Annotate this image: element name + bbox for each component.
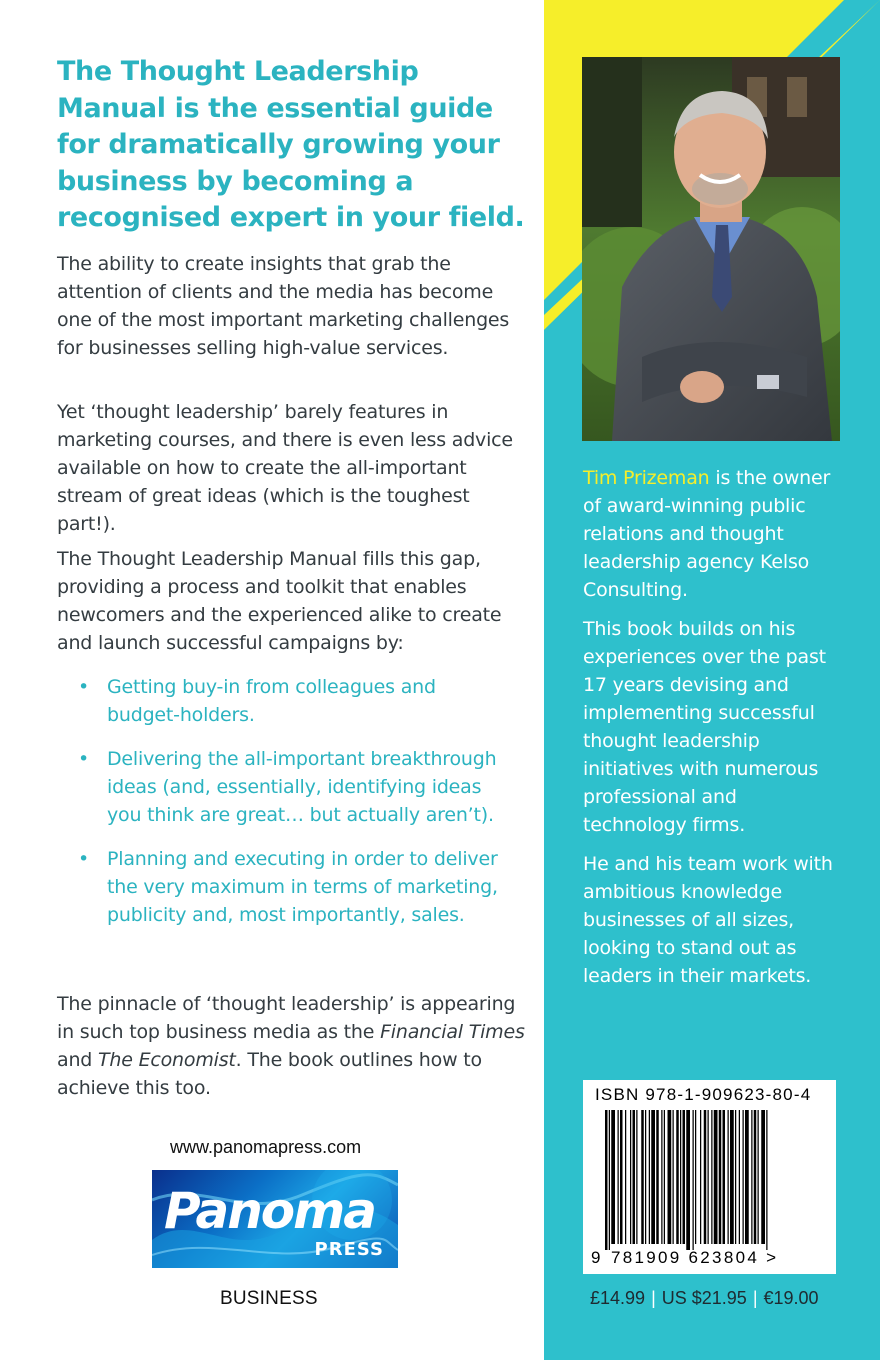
barcode-bar [708,1110,709,1244]
barcode-bar [683,1110,686,1244]
author-bio-intro [583,464,843,604]
barcode-bar [611,1110,615,1244]
author-bio-text: is the owner of award-winning public relations and thought leadership agency Kelso Consulting. [583,467,831,601]
barcode-bar [695,1110,696,1244]
publisher-url[interactable]: www.panomapress.com [170,1137,362,1157]
barcode-bar [723,1110,726,1244]
bullet-item: • Delivering the all-important breakthrough ideas (and, essentially, identifying ideas you think are great… but actually aren’t). [78,745,498,829]
logo-press-text: PRESS [314,1239,384,1260]
paragraph-solution: The Thought Leadership Manual fills this gap, providing a process and toolkit that enables newcomers and the experienced alike to create and launch successful campaigns by: [57,548,502,654]
barcode-bar [680,1110,681,1244]
price-usd: US $21.95 [661,1288,747,1308]
panoma-press-logo [152,1170,398,1268]
price-gbp: £14.99 [590,1288,646,1308]
bullet-item: • Planning and executing in order to deliver the very maximum in terms of marketing, publicity and, most importantly, sales. [78,845,498,929]
book-category: BUSINESS [220,1288,318,1309]
barcode-bar [704,1110,707,1244]
barcode-bar [714,1110,718,1244]
barcode-bar [656,1110,659,1244]
author-bio-experience: This book builds on his experiences over the past 17 years devising and implementing successful thought leadership initiatives with numerous professional and technology firms. [583,618,826,836]
closing-text: and [57,1049,98,1071]
barcode-bar [700,1110,701,1244]
back-cover-right-column [544,0,880,1360]
barcode-bar [661,1110,662,1244]
barcode-bar [766,1110,767,1250]
barcode-bar [758,1110,759,1244]
author-bio-team: He and his team work with ambitious knowledge businesses of all sizes, looking to stand out as leaders in their markets. [583,853,833,987]
paragraph-closing [57,990,527,1102]
isbn-barcode-block [583,1080,836,1274]
isbn-label: ISBN 978-1-909623-80-4 [595,1085,812,1104]
logo-wordmark: Panoma [164,1182,375,1240]
barcode-graphic [583,1110,836,1250]
barcode-bar [735,1110,736,1244]
barcode-bar [641,1110,644,1244]
barcode-bar [745,1110,749,1244]
barcode-bar [673,1110,674,1244]
barcode-bar [645,1110,646,1244]
barcode-bar [751,1110,752,1244]
closing-text: The pinnacle of ‘thought leadership’ is appearing in such top business media as the [57,993,516,1043]
barcode-bar [719,1110,722,1244]
barcode-bar [649,1110,650,1244]
barcode-bar [676,1110,679,1244]
barcode-bar [630,1110,631,1244]
barcode-bar [693,1110,694,1250]
barcode-bar [625,1110,626,1244]
price-list [590,1288,819,1309]
barcode-bar [633,1110,636,1244]
economist-title: The Economist [98,1049,236,1071]
ean-digits: 781909 623804 > [611,1248,779,1267]
barcode-bar [618,1110,619,1244]
ean-first-digit: 9 [591,1248,601,1267]
barcode-bar [668,1110,672,1244]
price-eur: €19.00 [763,1288,819,1308]
barcode-bar [636,1110,637,1244]
barcode-bar [711,1110,712,1244]
barcode-bar [605,1110,608,1250]
barcode-bar [754,1110,757,1244]
author-photo [582,57,840,441]
author-name: Tim Prizeman [583,467,710,489]
paragraph-intro: The ability to create insights that grab the attention of clients and the media has become one of the most important marketing challenges for businesses selling high-value services. [57,253,510,359]
barcode-bar [609,1110,610,1250]
barcode-bar [743,1110,744,1244]
barcode-bar [664,1110,665,1244]
closing-text: . The book outlines how to achieve this too. [57,1049,482,1099]
author-portrait-illustration [582,57,840,441]
barcode-bar [761,1110,765,1244]
barcode-bar [730,1110,734,1244]
benefits-list [78,673,498,945]
barcode-bar [620,1110,623,1244]
barcode-bar [728,1110,729,1244]
price-separator: | [651,1288,656,1308]
bullet-item: • Getting buy-in from colleagues and budget-holders. [78,673,498,729]
paragraph-gap: Yet ‘thought leadership’ barely features in marketing courses, and there is even less advice available on how to create the all-important stream of great ideas (which is the toughest part!). [57,401,513,535]
barcode-bar [739,1110,740,1244]
barcode-bar [651,1110,655,1244]
headline: The Thought Leadership Manual is the essential guide for dramatically growing your business by becoming a recognised expert in your field. [57,56,525,233]
price-separator: | [752,1288,758,1308]
barcode-bar [686,1110,690,1250]
financial-times-title: Financial Times [380,1021,525,1043]
